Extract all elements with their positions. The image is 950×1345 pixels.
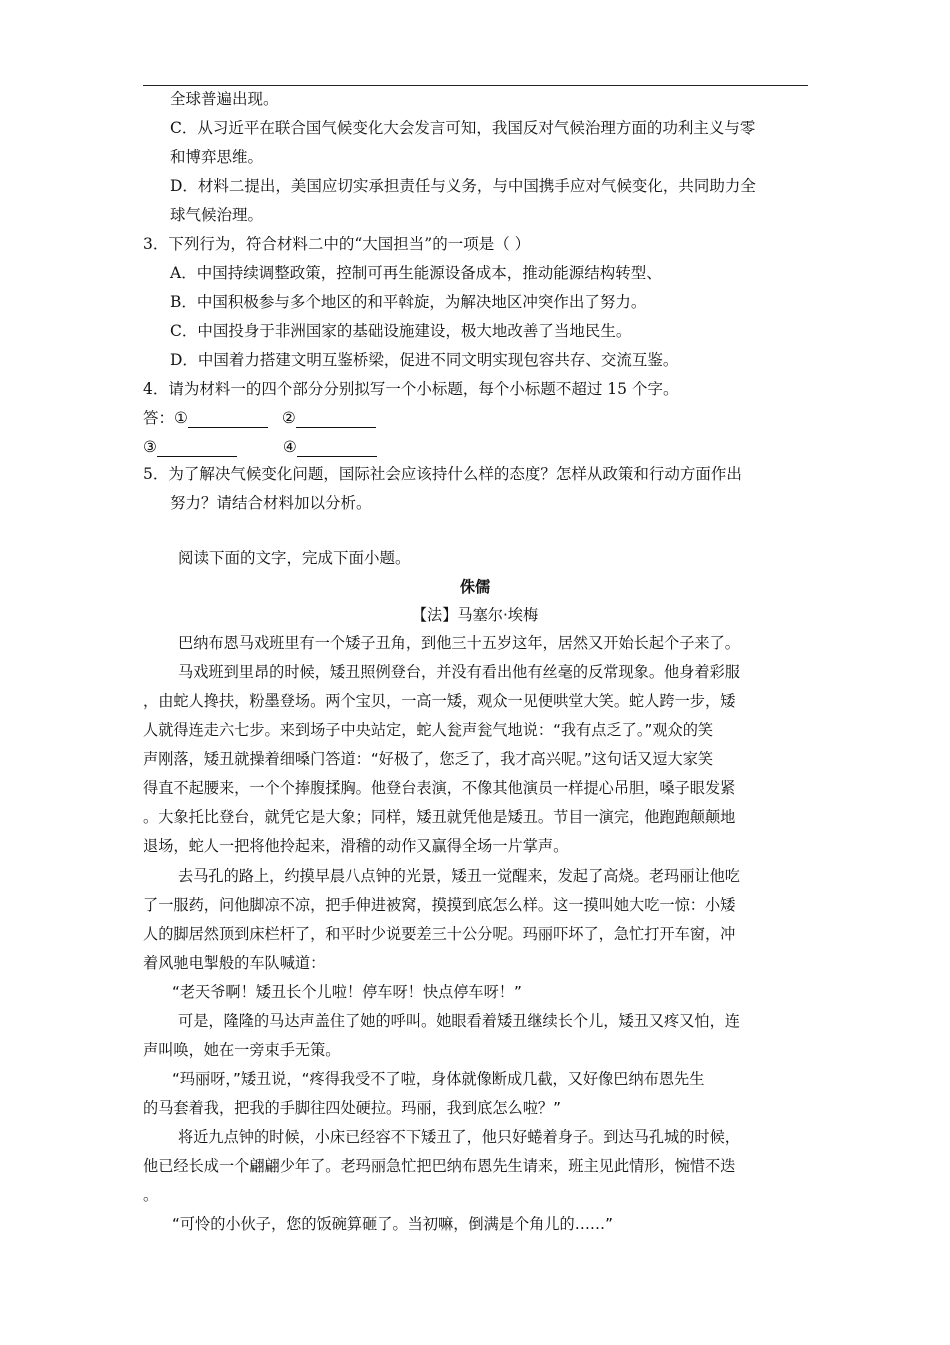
answer-blank-3[interactable] xyxy=(157,439,237,457)
q4-answer-row-2 xyxy=(143,437,377,457)
story-line: 人就得连走六七步。来到场子中央站定，蛇人瓮声瓮气地说：“我有点乏了。”观众的笑 xyxy=(143,721,714,739)
answer-blank-2[interactable] xyxy=(296,410,376,428)
q2-option-b-continuation: 全球普遍出现。 xyxy=(170,90,279,108)
q3-option-b: B．中国积极参与多个地区的和平斡旋，为解决地区冲突作出了努力。 xyxy=(170,293,647,311)
story-line: 退场，蛇人一把将他拎起来，滑稽的动作又赢得全场一片掌声。 xyxy=(143,837,569,855)
q3-option-c: C．中国投身于非洲国家的基础设施建设，极大地改善了当地民生。 xyxy=(170,322,632,340)
story-line: 声叫唤，她在一旁束手无策。 xyxy=(143,1041,341,1059)
q2-option-d-line2: 球气候治理。 xyxy=(170,206,264,224)
story-line: 马戏班到里昂的时候，矮丑照例登台，并没有看出他有丝毫的反常现象。他身着彩服 xyxy=(178,663,740,681)
reading-instruction: 阅读下面的文字，完成下面小题。 xyxy=(178,549,411,567)
answer-mark-3: ③ xyxy=(143,438,157,456)
story-line: 。大象托比登台，就凭它是大象；同样，矮丑就凭他是矮丑。节目一演完，他跑跑颠颠地 xyxy=(143,808,736,826)
answer-mark-1: ① xyxy=(174,409,188,427)
story-line: 巴纳布恩马戏班里有一个矮子丑角，到他三十五岁这年，居然又开始长起个子来了。 xyxy=(178,634,740,652)
q5-stem-line2: 努力？请结合材料加以分析。 xyxy=(170,494,372,512)
story-author: 【法】马塞尔·埃梅 xyxy=(411,606,539,624)
q4-stem: 4．请为材料一的四个部分分别拟写一个小标题，每个小标题不超过 15 个字。 xyxy=(143,380,679,398)
story-line: 着风驰电掣般的车队喊道： xyxy=(143,954,326,972)
story-line: 可是，隆隆的马达声盖住了她的呼叫。她眼看着矮丑继续长个儿，矮丑又疼又怕，连 xyxy=(178,1012,740,1030)
q2-option-d-line1: D．材料二提出，美国应切实承担责任与义务，与中国携手应对气候变化，共同助力全 xyxy=(170,177,756,195)
answer-prefix: 答： xyxy=(143,409,175,427)
story-title: 侏儒 xyxy=(459,578,491,596)
q4-answer-row-1 xyxy=(143,408,376,428)
story-line: “老天爷啊！矮丑长个儿啦！停车呀！快点停车呀！” xyxy=(172,983,522,1001)
q3-option-a: A．中国持续调整政策，控制可再生能源设备成本，推动能源结构转型、 xyxy=(170,264,662,282)
answer-blank-1[interactable] xyxy=(188,410,268,428)
answer-mark-2: ② xyxy=(281,409,296,427)
answer-mark-4: ④ xyxy=(282,438,297,456)
story-line: 他已经长成一个翩翩少年了。老玛丽急忙把巴纳布恩先生请来，班主见此情形，惋惜不迭 xyxy=(143,1157,736,1175)
story-line: 了一服药，问他脚凉不凉，把手伸进被窝，摸摸到底怎么样。这一摸叫她大吃一惊：小矮 xyxy=(143,896,736,914)
story-line: “可怜的小伙子，您的饭碗算砸了。当初嘛，倒满是个角儿的……” xyxy=(172,1215,613,1233)
story-line: 声刚落，矮丑就操着细嗓门答道：“好极了，您乏了，我才高兴呢。”这句话又逗大家笑 xyxy=(143,750,714,768)
answer-blank-4[interactable] xyxy=(297,439,377,457)
q5-stem-line1: 5．为了解决气候变化问题，国际社会应该持什么样的态度？怎样从政策和行动方面作出 xyxy=(143,465,742,483)
story-line: 将近九点钟的时候，小床已经容不下矮丑了，他只好蜷着身子。到达马孔城的时候， xyxy=(178,1128,740,1146)
q3-stem: 3．下列行为，符合材料二中的“大国担当”的一项是（ ） xyxy=(143,235,531,253)
q2-option-c-line1: C．从习近平在联合国气候变化大会发言可知，我国反对气候治理方面的功利主义与零 xyxy=(170,119,756,137)
q3-option-d: D．中国着力搭建文明互鉴桥梁，促进不同文明实现包容共存、交流互鉴。 xyxy=(170,351,679,369)
story-line: “玛丽呀，”矮丑说，“疼得我受不了啦，身体就像断成几截，又好像巴纳布恩先生 xyxy=(172,1070,705,1088)
q2-option-c-line2: 和博弈思维。 xyxy=(170,148,264,166)
story-line: ，由蛇人搀扶，粉墨登场。两个宝贝，一高一矮，观众一见便哄堂大笑。蛇人跨一步，矮 xyxy=(143,692,736,710)
header-rule xyxy=(143,85,808,86)
story-line: 。 xyxy=(143,1186,159,1204)
story-line: 人的脚居然顶到床栏杆了，和平时少说要差三十公分呢。玛丽吓坏了，急忙打开车窗，冲 xyxy=(143,925,736,943)
story-line: 得直不起腰来，一个个捧腹揉胸。他登台表演，不像其他演员一样提心吊胆，嗓子眼发紧 xyxy=(143,779,736,797)
story-line: 去马孔的路上，约摸早晨八点钟的光景，矮丑一觉醒来，发起了高烧。老玛丽让他吃 xyxy=(178,867,740,885)
story-line: 的马套着我，把我的手脚往四处硬拉。玛丽，我到底怎么啦？” xyxy=(143,1099,561,1117)
